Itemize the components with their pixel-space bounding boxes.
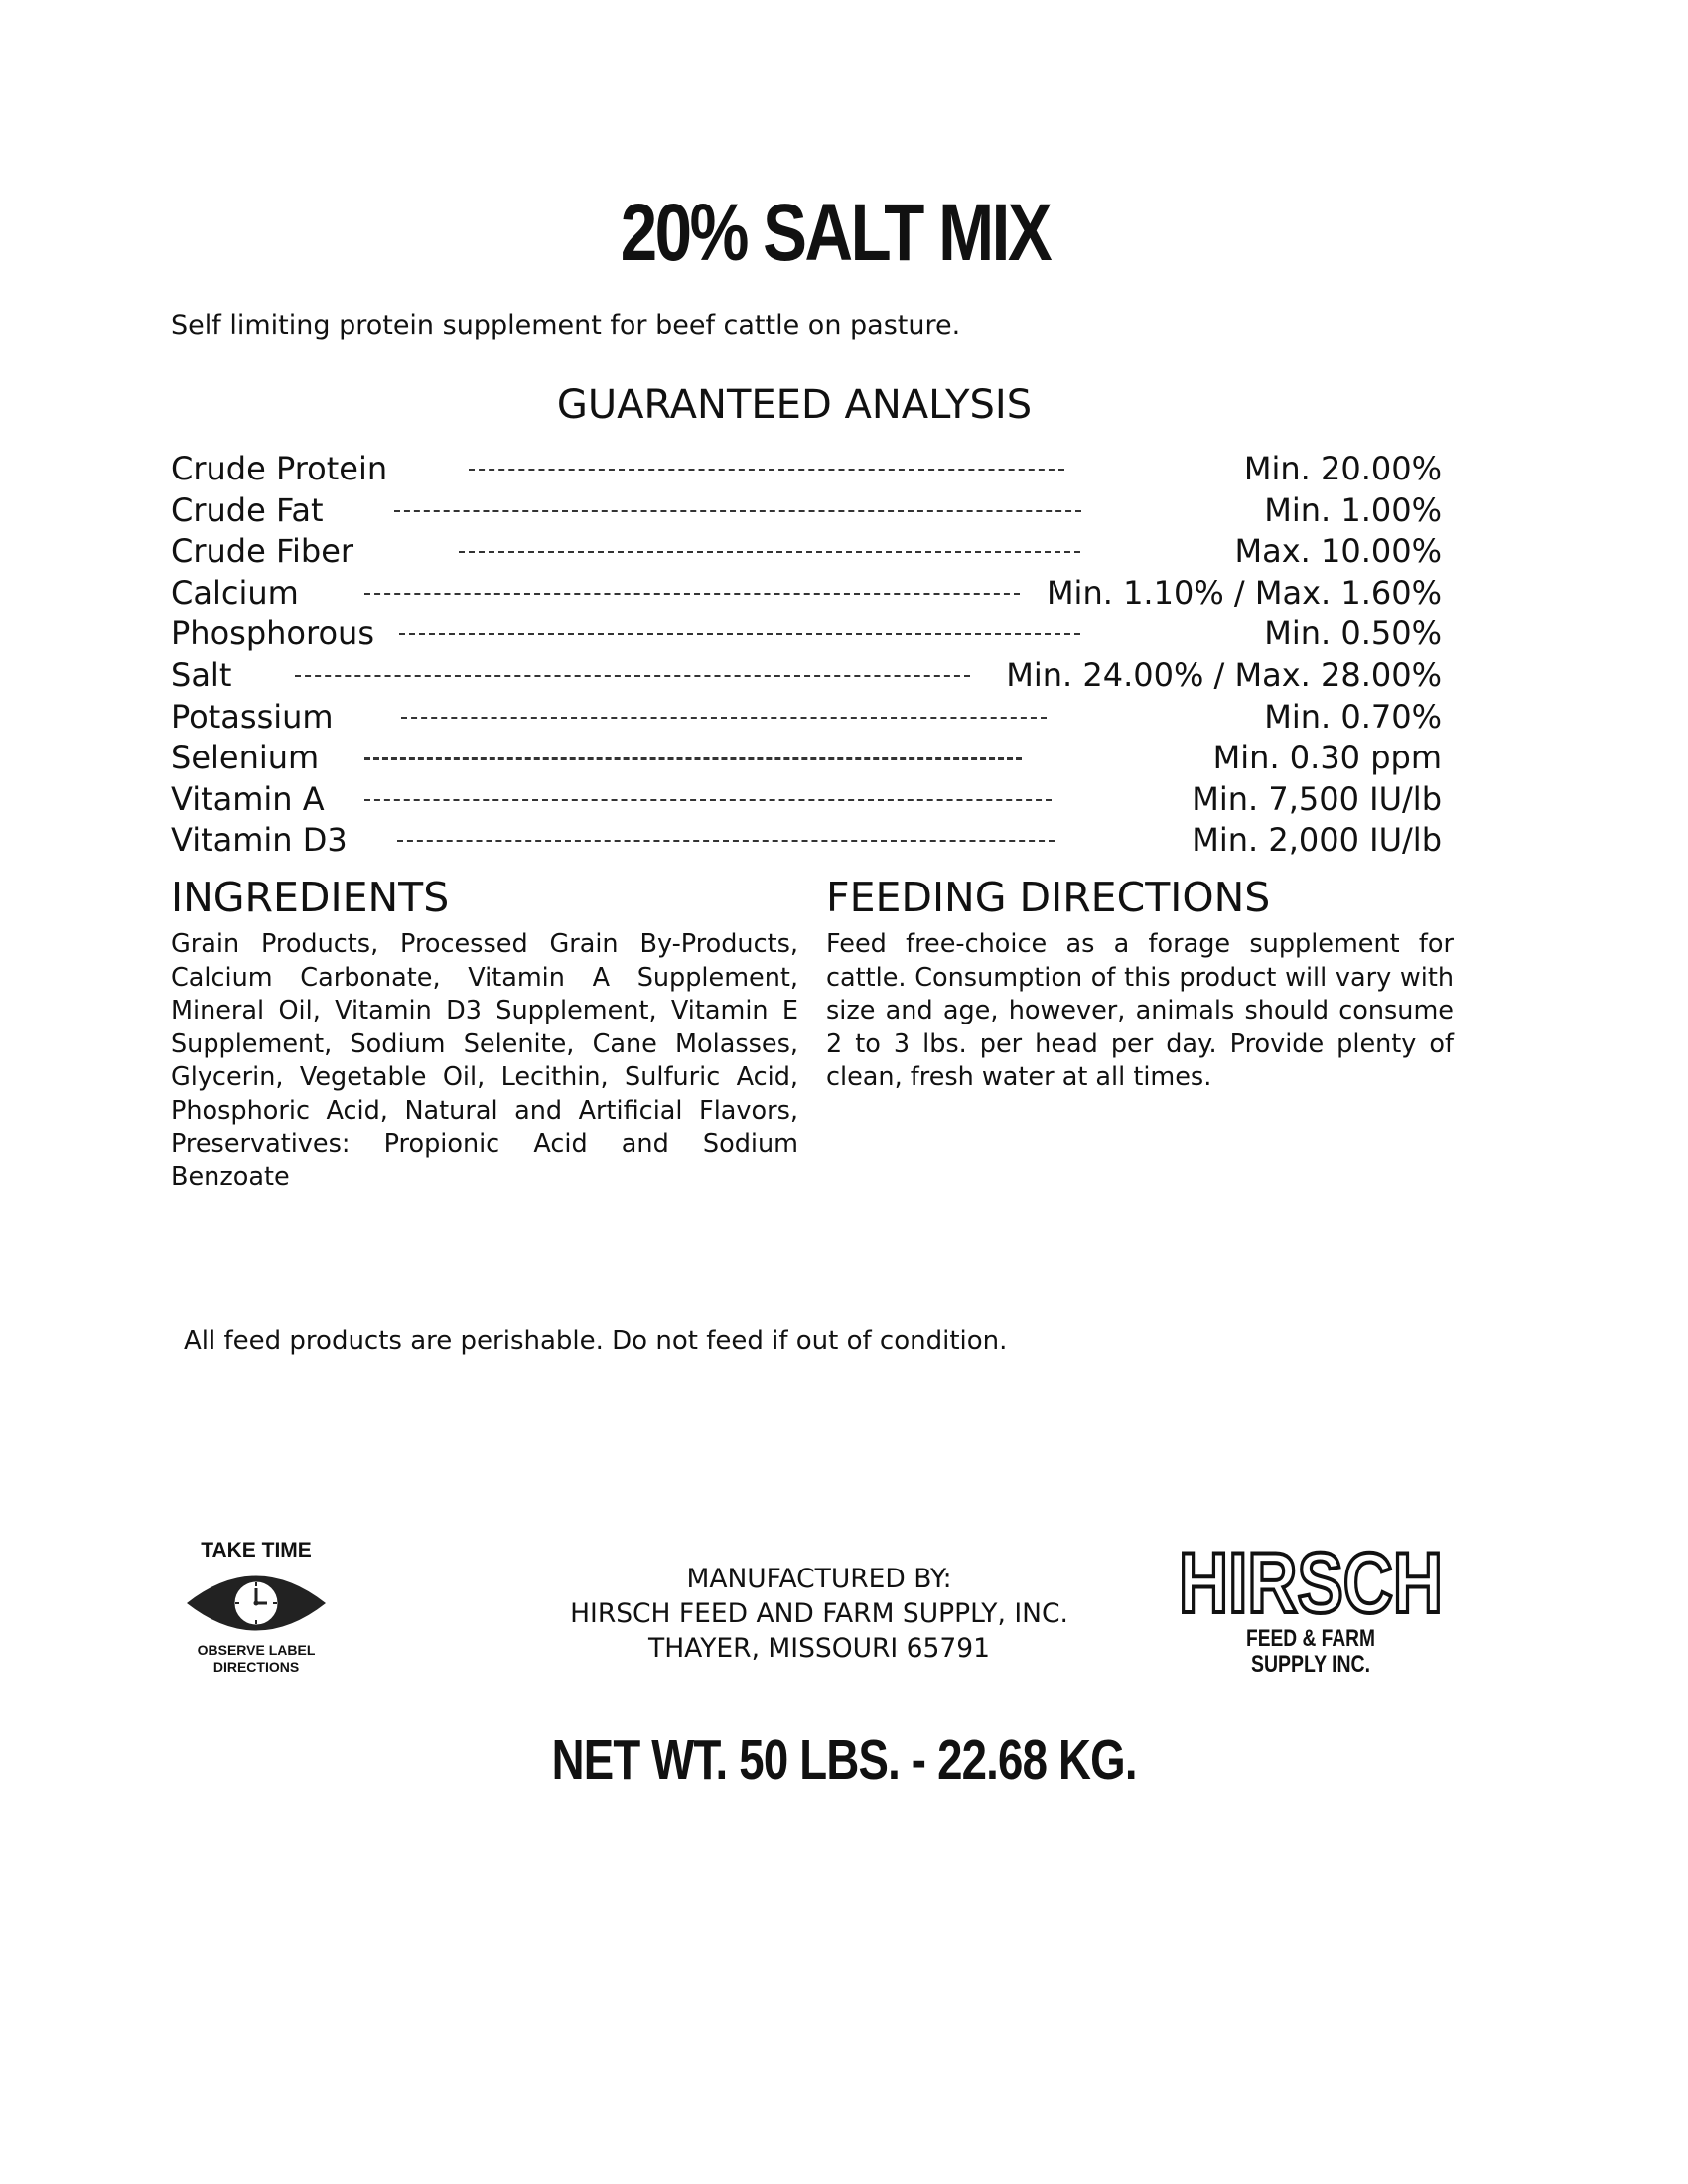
ingredients-text: Grain Products, Processed Grain By-Products, Calcium Carbonate, Vitamin A Supplement, Mineral Oil, Vitamin D3 Supplement, Vitamin E Supplement, Sodium Selenite, Cane Molasses, Glycerin, Vegetable Oil, Lecithin, Sulfuric Acid, Phosphoric Acid, Natural and Artificial Flavors, Preservatives: Propionic Acid and Sodium Benzoate bbox=[171, 929, 798, 1192]
logo-tagline-2: SUPPLY INC. bbox=[1251, 1651, 1370, 1678]
analysis-row bbox=[171, 573, 1442, 614]
product-title: 20% SALT MIX bbox=[620, 188, 1051, 278]
analysis-row bbox=[171, 490, 1442, 532]
analysis-label: Calcium bbox=[171, 573, 299, 612]
analysis-value: Min. 20.00% bbox=[1243, 450, 1442, 487]
analysis-row bbox=[171, 531, 1442, 573]
analysis-value: Max. 10.00% bbox=[1234, 532, 1442, 571]
analysis-row bbox=[171, 779, 1442, 821]
analysis-row bbox=[171, 655, 1442, 697]
manufacturer-block bbox=[536, 1562, 1102, 1666]
dotted-leader bbox=[469, 469, 1064, 471]
feeding-directions-text: Feed free-choice as a forage supplement for cattle. Consumption of this product will vary with size and age, however, animals should consume 2 to 3 lbs. per head per day. Provide plenty of clean, fresh water at all times. bbox=[826, 929, 1454, 1092]
analysis-label: Vitamin D3 bbox=[171, 821, 348, 860]
logo-wordmark: HIRSCH bbox=[1179, 1536, 1443, 1631]
logo-tagline-1: FEED & FARM bbox=[1246, 1625, 1375, 1652]
dotted-leader bbox=[459, 551, 1080, 553]
analysis-value: Min. 7,500 IU/lb bbox=[1192, 779, 1442, 818]
dotted-leader bbox=[394, 510, 1081, 512]
analysis-value: Min. 1.00% bbox=[1264, 490, 1442, 529]
guaranteed-analysis-heading: GUARANTEED ANALYSIS bbox=[556, 382, 1033, 428]
analysis-label: Crude Fiber bbox=[171, 532, 354, 571]
analysis-row bbox=[171, 697, 1442, 739]
analysis-row bbox=[171, 820, 1442, 862]
manufacturer-name: HIRSCH FEED AND FARM SUPPLY, INC. bbox=[570, 1598, 1068, 1629]
analysis-label: Crude Protein bbox=[171, 450, 388, 487]
analysis-row bbox=[171, 738, 1442, 779]
dotted-leader bbox=[364, 799, 1052, 801]
badge-top-text: TAKE TIME bbox=[201, 1539, 312, 1562]
dotted-leader bbox=[364, 593, 1020, 595]
manufacturer-address: THAYER, MISSOURI 65791 bbox=[648, 1633, 990, 1664]
analysis-value: Min. 24.00% / Max. 28.00% bbox=[1006, 655, 1442, 694]
analysis-row bbox=[171, 449, 1442, 490]
hirsch-logo bbox=[1174, 1536, 1448, 1690]
dotted-leader bbox=[364, 757, 1022, 760]
eye-clock-icon bbox=[182, 1567, 331, 1640]
badge-bottom-text: OBSERVE LABEL DIRECTIONS bbox=[197, 1642, 316, 1675]
analysis-label: Selenium bbox=[171, 739, 320, 777]
analysis-value: Min. 2,000 IU/lb bbox=[1192, 821, 1442, 860]
analysis-table bbox=[171, 449, 1442, 862]
dotted-leader bbox=[399, 633, 1080, 635]
analysis-value: Min. 1.10% / Max. 1.60% bbox=[1046, 573, 1442, 612]
analysis-label: Vitamin A bbox=[171, 779, 325, 818]
analysis-label: Potassium bbox=[171, 697, 334, 736]
feeding-directions-heading: FEEDING DIRECTIONS bbox=[826, 874, 1271, 921]
analysis-value: Min. 0.50% bbox=[1264, 614, 1442, 653]
product-subtitle: Self limiting protein supplement for beef cattle on pasture. bbox=[171, 310, 961, 341]
net-weight bbox=[0, 1727, 1688, 1793]
dotted-leader bbox=[397, 840, 1055, 842]
perishable-note: All feed products are perishable. Do not feed if out of condition. bbox=[184, 1326, 1008, 1356]
net-weight-text: NET WT. 50 LBS. - 22.68 KG. bbox=[551, 1728, 1137, 1792]
analysis-label: Phosphorous bbox=[171, 614, 374, 653]
take-time-badge bbox=[177, 1539, 336, 1676]
analysis-row bbox=[171, 614, 1442, 655]
analysis-value: Min. 0.30 ppm bbox=[1212, 739, 1442, 777]
analysis-label: Salt bbox=[171, 655, 232, 694]
dotted-leader bbox=[401, 717, 1047, 719]
manufacturer-line: MANUFACTURED BY: bbox=[686, 1564, 952, 1594]
analysis-label: Crude Fat bbox=[171, 490, 324, 529]
dotted-leader bbox=[295, 675, 970, 677]
analysis-value: Min. 0.70% bbox=[1264, 697, 1442, 736]
ingredients-heading: INGREDIENTS bbox=[171, 874, 450, 921]
